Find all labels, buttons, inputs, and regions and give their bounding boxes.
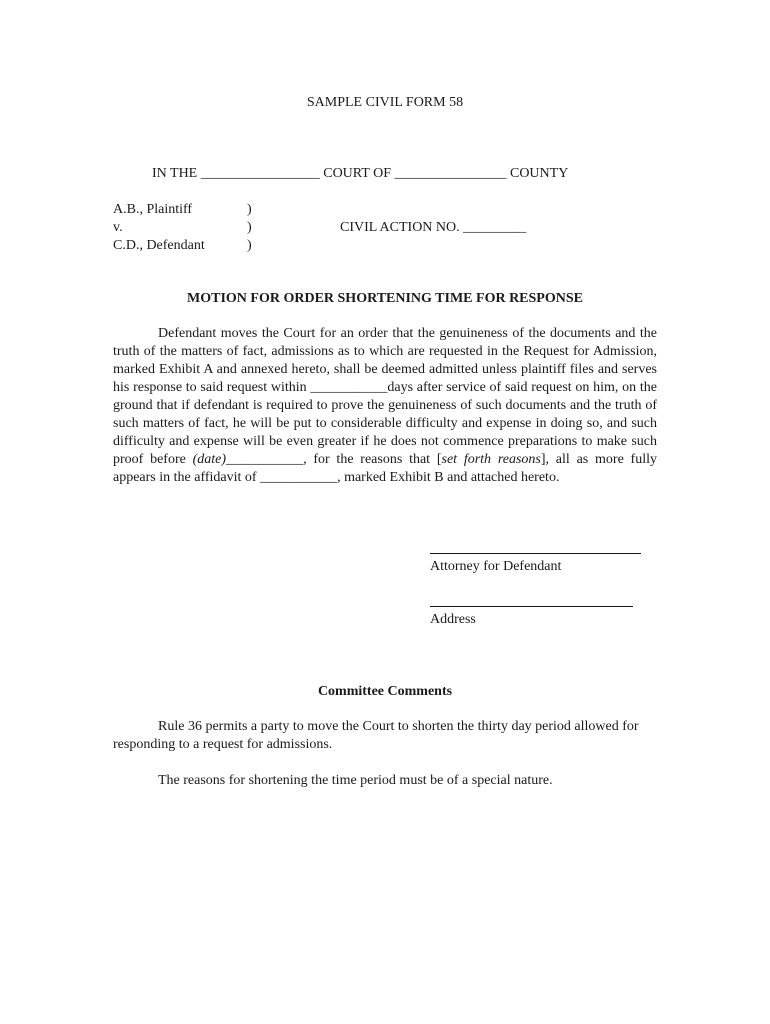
- case-caption-parties: [113, 201, 205, 255]
- motion-title: MOTION FOR ORDER SHORTENING TIME FOR RESPONSE: [187, 291, 583, 306]
- attorney-signature-line: [430, 553, 641, 554]
- address-signature-line: [430, 606, 633, 607]
- plaintiff-name: A.B., Plaintiff: [113, 202, 193, 217]
- motion-body: [113, 325, 657, 487]
- motion-body-text: ], all as more fully appears in the affidavit of ___________, marked Exhibit B and attached hereto.: [113, 452, 657, 485]
- motion-body-text: ___________, for the reasons that [: [226, 452, 442, 467]
- defendant-name: C.D., Defendant: [113, 238, 205, 253]
- reasons-placeholder: set forth reasons: [441, 452, 541, 467]
- caption-bracket: ): [247, 220, 252, 235]
- versus-label: v.: [113, 220, 123, 235]
- attorney-label: Attorney for Defendant: [430, 559, 562, 574]
- committee-comment: The reasons for shortening the time period must be of a special nature.: [158, 773, 553, 788]
- civil-action-number: CIVIL ACTION NO. _________: [340, 220, 527, 235]
- motion-body-text: Defendant moves the Court for an order that the genuineness of the documents and the truth of the matters of fact, admissions as to which are requested in the Request for Admission, marked Exhibit A and annexed hereto, shall be deemed admitted unless plaintiff files and serves his response to said request within ___________days after service of said request on him, on the ground that if defendant is required to prove the genuineness of such documents and the truth of such matters of fact, he will be put to considerable difficulty and expense in doing so, and such difficulty and expense will be even greater if he does not commence preparations to make such proof before: [113, 326, 657, 467]
- court-line: IN THE _________________ COURT OF ________________ COUNTY: [152, 166, 569, 181]
- committee-comment: Rule 36 permits a party to move the Court to shorten the thirty day period allowed for responding to a request for admissions.: [113, 719, 639, 752]
- caption-bracket: ): [247, 202, 252, 217]
- committee-comments-title: Committee Comments: [317, 684, 453, 699]
- caption-bracket: ): [247, 238, 252, 253]
- form-title: SAMPLE CIVIL FORM 58: [306, 95, 464, 110]
- date-placeholder: (date): [192, 452, 227, 467]
- address-label: Address: [430, 612, 476, 627]
- caption-brackets: [247, 201, 252, 255]
